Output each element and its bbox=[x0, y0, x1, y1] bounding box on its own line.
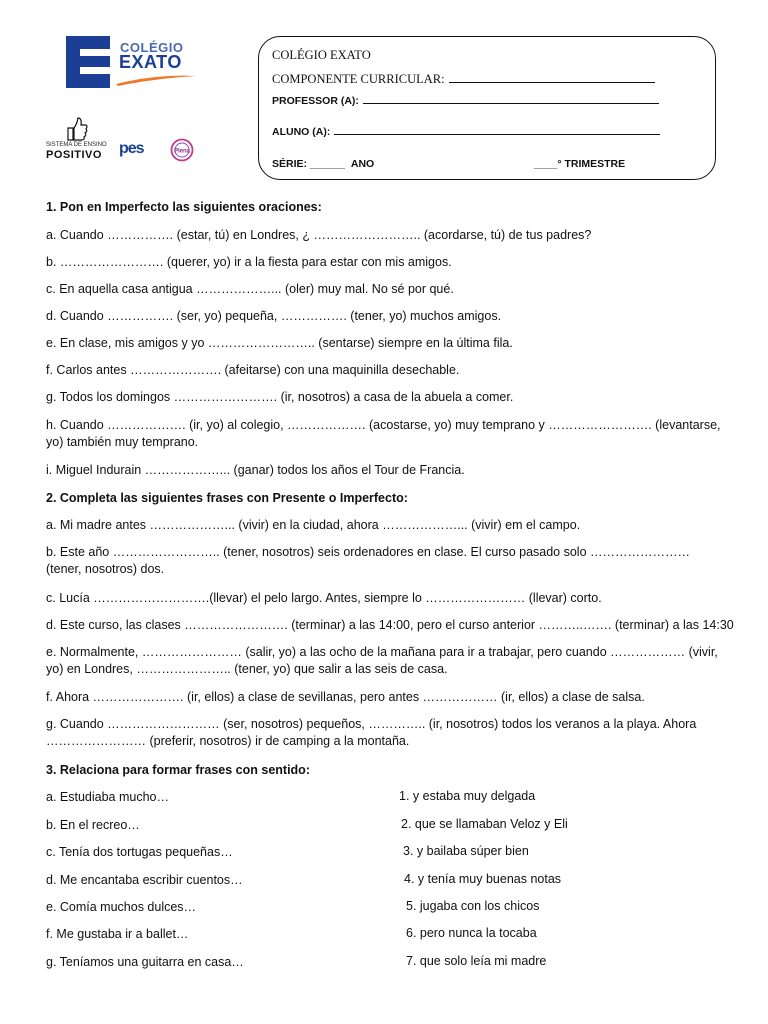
section1-title: 1. Pon en Imperfecto las siguientes oraciones: bbox=[46, 200, 322, 214]
match-left-item: c. Tenía dos tortugas pequeñas… bbox=[46, 845, 233, 859]
grade-suffix: ANO bbox=[350, 158, 375, 170]
match-left-item: e. Comía muchos dulces… bbox=[46, 900, 197, 914]
teacher-label: PROFESSOR (A): bbox=[272, 95, 359, 107]
positivo-big-text: POSITIVO bbox=[46, 149, 102, 161]
match-right-item: 4. y tenía muy buenas notas bbox=[404, 872, 562, 886]
student-row bbox=[272, 126, 660, 138]
section2-title: 2. Completa las siguientes frases con Presente o Imperfecto: bbox=[46, 491, 408, 505]
exercise-item: a. Cuando ……………. (estar, tú) en Londres, ¿ …………………….. (acordarse, tú) de tus padres? bbox=[46, 228, 592, 242]
term-label[interactable]: ____° TRIMESTRE bbox=[534, 158, 626, 170]
exercise-item: e. En clase, mis amigos y yo …………………….. (sentarse) siempre en la última fila. bbox=[46, 336, 513, 350]
plena-logo-icon bbox=[170, 138, 194, 162]
exercise-item: d. Cuando ……………. (ser, yo) pequeña, ……………. (tener, yo) muchos amigos. bbox=[46, 309, 502, 323]
exercise-item: i. Miguel Indurain ………………... (ganar) todos los años el Tour de Francia. bbox=[46, 463, 465, 477]
exercise-item: g. Todos los domingos ……………………. (ir, nosotros) a casa de la abuela a comer. bbox=[46, 390, 514, 404]
thumbs-up-icon bbox=[64, 116, 88, 142]
match-right-item: 5. jugaba con los chicos bbox=[406, 899, 540, 913]
exercise-item: f. Carlos antes …………………. (afeitarse) con una maquinilla desechable. bbox=[46, 363, 460, 377]
match-left-item: d. Me encantaba escribir cuentos… bbox=[46, 873, 243, 887]
pes-logo: pes bbox=[119, 140, 144, 157]
match-right-item: 3. y bailaba súper bien bbox=[403, 844, 529, 858]
exercise-item: f. Ahora …………………. (ir, ellos) a clase de sevillanas, pero antes ……………… (ir, ellos) a clase de salsa. bbox=[46, 690, 645, 704]
exercise-item: e. Normalmente, …………………… (salir, yo) a las ocho de la mañana para ir a trabajar, pero cuando ……………… (vivir, yo) en Londres, ………………….. (tener, yo) que salir a las seis de casa. bbox=[46, 645, 718, 676]
exercise-item: b. Este año …………………….. (tener, nosotros) seis ordenadores en clase. El curso pasado solo …………………… (tener, nosotros) dos. bbox=[46, 545, 691, 576]
component-label: COMPONENTE CURRICULAR: bbox=[272, 72, 445, 86]
logo-text-exato: EXATO bbox=[119, 52, 182, 72]
student-info-box bbox=[258, 36, 716, 180]
match-left-item: a. Estudiaba mucho… bbox=[46, 790, 169, 804]
exercise-item: c. Lucía ……………………….(llevar) el pelo largo. Antes, siempre lo …………………… (llevar) corto. bbox=[46, 591, 602, 605]
positivo-logo bbox=[46, 116, 108, 160]
grade-row bbox=[272, 158, 374, 170]
student-field[interactable] bbox=[334, 133, 660, 135]
teacher-row bbox=[272, 95, 659, 107]
exercise-item: g. Cuando ……………………… (ser, nosotros) pequeños, ………….. (ir, nosotros) todos los veranos a la playa. Ahora …………………… (preferir, nosotros) ir de camping a la montaña. bbox=[46, 717, 697, 748]
match-right-item: 7. que solo leía mi madre bbox=[406, 954, 547, 968]
section3-title: 3. Relaciona para formar frases con sentido: bbox=[46, 763, 310, 777]
student-label: ALUNO (A): bbox=[272, 126, 331, 138]
match-left-item: f. Me gustaba ir a ballet… bbox=[46, 927, 189, 941]
match-left-item: g. Teníamos una guitarra en casa… bbox=[46, 955, 244, 969]
teacher-field[interactable] bbox=[363, 102, 659, 104]
match-left-item: b. En el recreo… bbox=[46, 818, 140, 832]
match-right-item: 1. y estaba muy delgada bbox=[399, 789, 536, 803]
logo-e-icon bbox=[66, 36, 110, 88]
partner-logos bbox=[46, 116, 206, 162]
exercise-item: c. En aquella casa antigua ………………... (oler) muy mal. No sé por qué. bbox=[46, 282, 454, 296]
match-right-item: 2. que se llamaban Veloz y Eli bbox=[401, 817, 568, 831]
component-row bbox=[272, 72, 655, 87]
svg-text:Plena: Plena bbox=[173, 148, 191, 155]
match-right-item: 6. pero nunca la tocaba bbox=[406, 926, 537, 940]
exercise-item: d. Este curso, las clases ……………………. (terminar) a las 14:00, pero el curso anterior ………..……. (terminar) a las 14:30 bbox=[46, 618, 734, 632]
exercise-item: b. ……………………. (querer, yo) ir a la fiesta para estar con mis amigos. bbox=[46, 255, 452, 269]
school-logo bbox=[66, 36, 206, 92]
grade-label[interactable]: SÉRIE: ______ bbox=[272, 158, 345, 170]
component-field[interactable] bbox=[449, 81, 655, 83]
exercise-item: h. Cuando ………………. (ir, yo) al colegio, ………………. (acostarse, yo) muy temprano y ……………………. (levantarse, yo) también muy temprano. bbox=[46, 418, 721, 449]
exercise-item: a. Mi madre antes ………………... (vivir) en la ciudad, ahora ………………... (vivir) em el campo. bbox=[46, 518, 581, 532]
logo-swoosh-icon bbox=[116, 72, 196, 86]
logo-text-colegio: COLÉGIO bbox=[120, 40, 184, 55]
school-name: COLÉGIO EXATO bbox=[272, 48, 371, 62]
positivo-small-text: SISTEMA DE ENSINO bbox=[46, 142, 107, 148]
